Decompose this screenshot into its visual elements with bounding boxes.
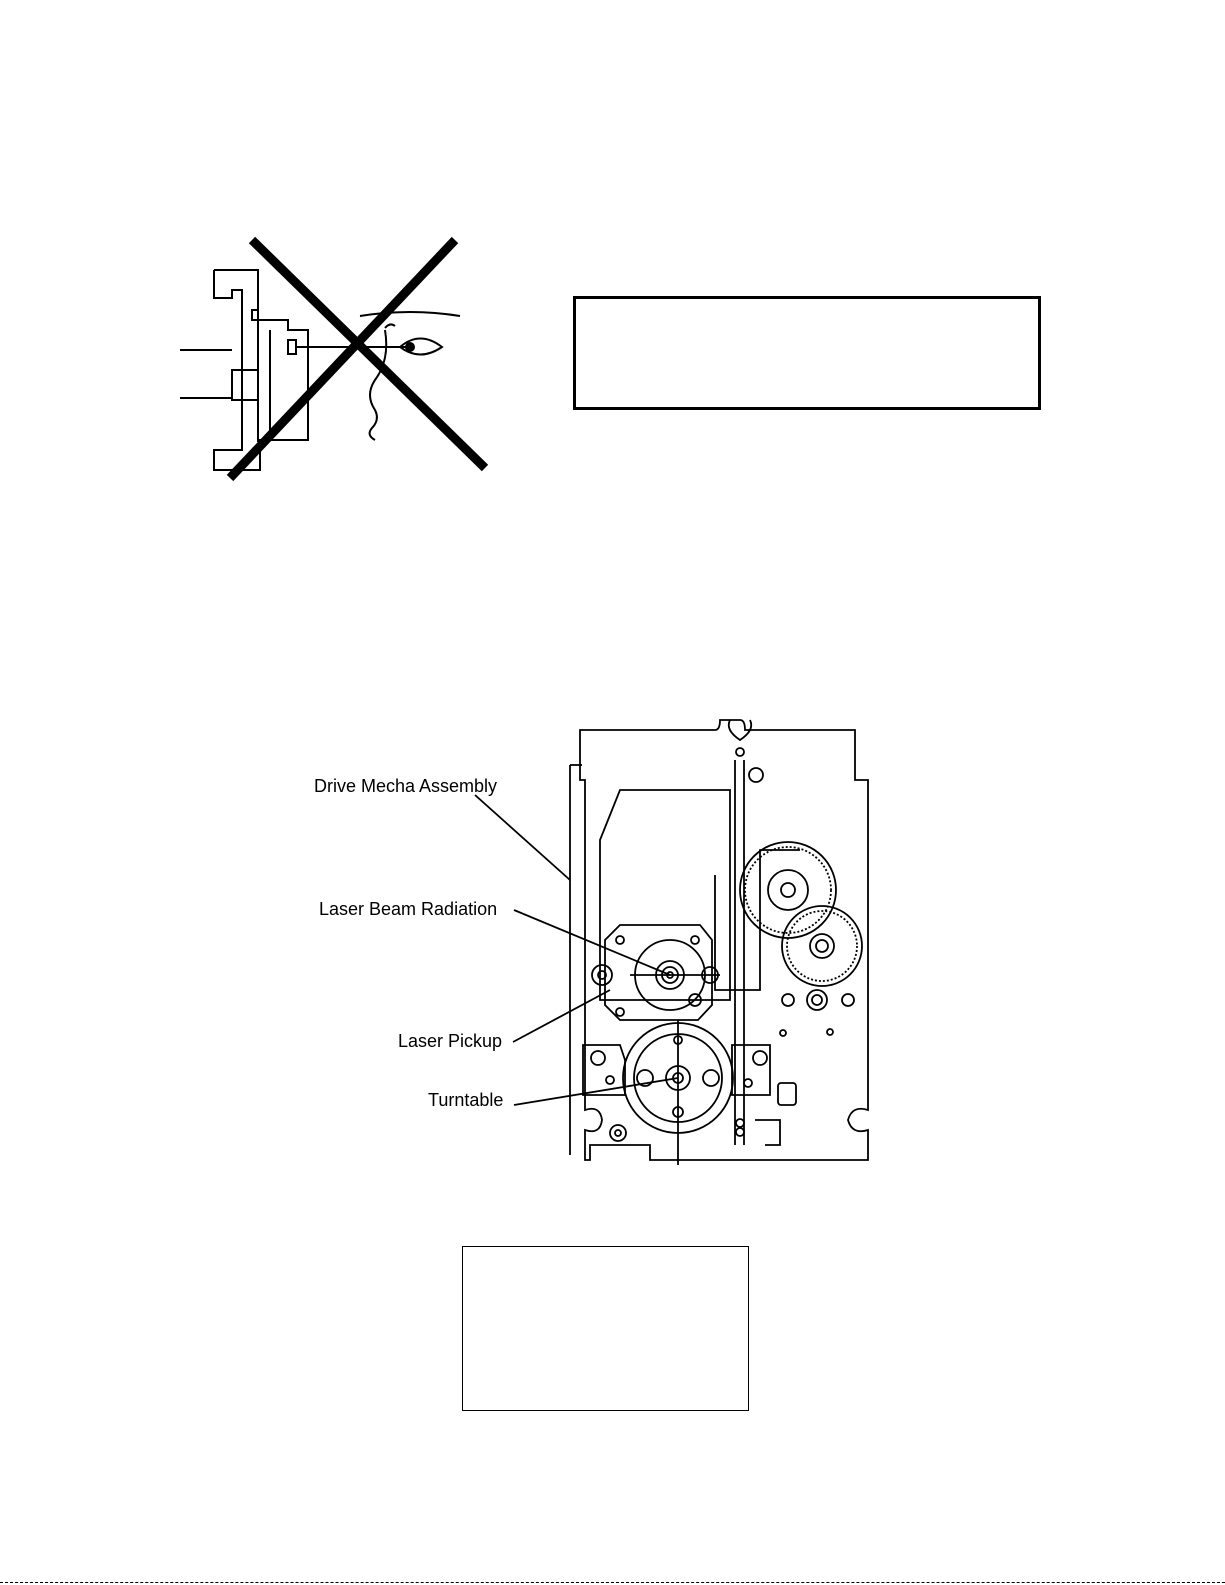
turntable-label: Turntable [428, 1090, 504, 1110]
laser-beam-label: Laser Beam Radiation [319, 899, 498, 919]
caution-box [573, 296, 1041, 410]
note-box [462, 1246, 749, 1411]
do-not-stare-laser-icon [180, 230, 500, 490]
drive-mecha-label: Drive Mecha Assembly [314, 776, 498, 796]
page-bottom-divider [0, 1582, 1225, 1583]
laser-pickup-label: Laser Pickup [398, 1031, 503, 1051]
drive-mecha-diagram [300, 700, 890, 1170]
